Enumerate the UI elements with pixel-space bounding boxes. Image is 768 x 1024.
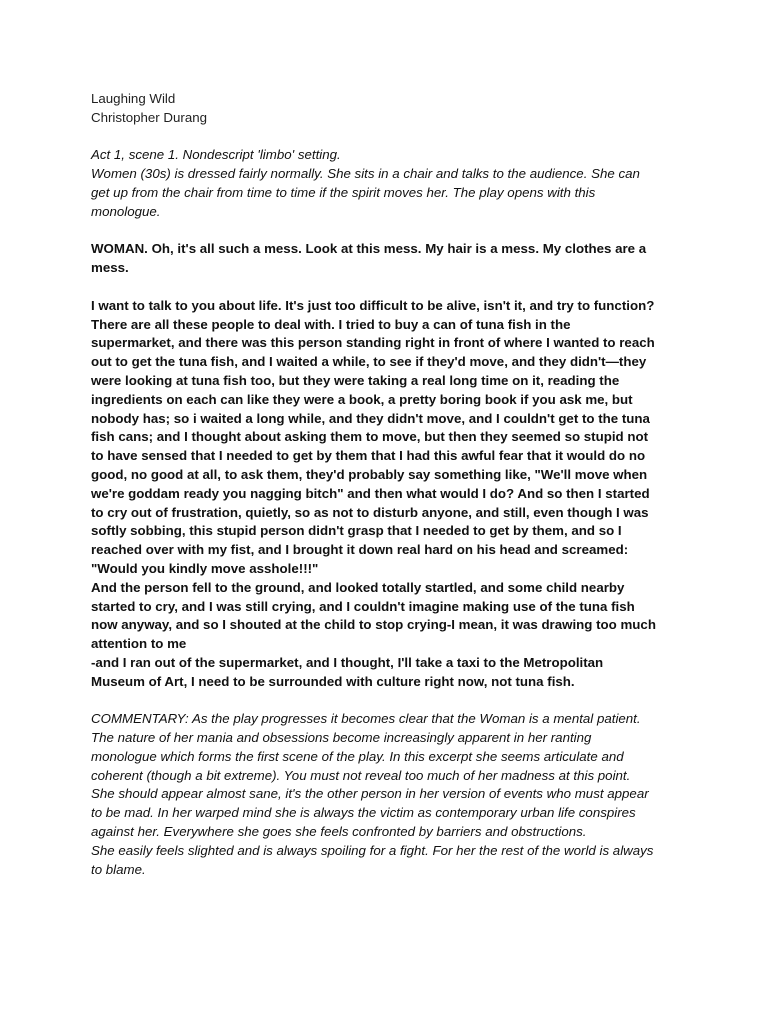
play-author: Christopher Durang (91, 109, 208, 125)
commentary-line: against her. Everywhere she goes she feels confronted by barriers and obstructions. (91, 824, 587, 840)
monologue-line: There are all these people to deal with. I tried to buy a can of tuna fish in the (91, 316, 571, 332)
spacer (91, 128, 731, 147)
monologue-line: -and I ran out of the supermarket, and I thought, I'll take a taxi to the Metropolitan (91, 654, 604, 670)
document-header (91, 90, 731, 128)
monologue-line: supermarket, and there was this person standing right in front of where I wanted to reach (91, 335, 655, 351)
monologue-line: softly sobbing, this stupid person didn't grasp that I needed to get by them, and so I (91, 523, 622, 539)
monologue-line: now anyway, and so I shouted at the child to stop crying-I mean, it was drawing too much (91, 617, 656, 633)
monologue-line: we're goddam ready you nagging bitch" and then what would I do? And so then I started (91, 485, 650, 501)
monologue-line: WOMAN. Oh, it's all such a mess. Look at this mess. My hair is a mess. My clothes are a (91, 241, 647, 257)
monologue-line: out to get the tuna fish, and I waited a while, to see if they'd move, and they didn't—they (91, 354, 647, 370)
monologue-line: to cry out of frustration, quietly, so as not to disturb anyone, and still, even though I was (91, 504, 649, 520)
commentary-line: to be mad. In her warped mind she is always the victim as contemporary urban life conspires (91, 805, 636, 821)
stage-setting (91, 146, 731, 221)
commentary (91, 710, 731, 879)
commentary-line: coherent (though a bit extreme). You must not reveal too much of her madness at this point. (91, 767, 631, 783)
monologue-line: good, no good at all, to ask them, they'd probably say something like, "We'll move when (91, 466, 648, 482)
commentary-line: monologue which forms the first scene of the play. In this excerpt she seems articulate and (91, 748, 624, 764)
monologue-line: started to cry, and I was still crying, and I couldn't imagine making use of the tuna fish (91, 598, 635, 614)
monologue-line: And the person fell to the ground, and looked totally startled, and some child nearby (91, 579, 625, 595)
spacer (91, 222, 731, 241)
monologue-line: mess. (91, 260, 129, 276)
commentary-line: COMMENTARY: As the play progresses it becomes clear that the Woman is a mental patient. (91, 711, 641, 727)
monologue-line: fish cans; and I thought about asking them to move, but then they seemed so stupid not (91, 429, 649, 445)
monologue-line: nobody has; so i waited a long while, and they didn't move, and I couldn't get to the tuna (91, 410, 650, 426)
document-page (91, 90, 731, 879)
play-title: Laughing Wild (91, 91, 176, 106)
commentary-line: She easily feels slighted and is always spoiling for a fight. For her the rest of the world is always (91, 842, 654, 858)
setting-line: Women (30s) is dressed fairly normally. She sits in a chair and talks to the audience. She can (91, 166, 640, 182)
monologue-line: reached over with my fist, and I brought it down real hard on his head and screamed: (91, 542, 629, 558)
monologue-line: were looking at tuna fish too, but they were taking a real long time on it, reading the (91, 372, 620, 388)
spacer (91, 692, 731, 711)
setting-line: Act 1, scene 1. Nondescript 'limbo' setting. (91, 147, 341, 163)
commentary-line: She should appear almost sane, it's the other person in her version of events who must appear (91, 786, 649, 802)
spacer (91, 278, 731, 297)
monologue-body (91, 297, 731, 692)
setting-line: monologue. (91, 203, 161, 219)
monologue-line: Museum of Art, I need to be surrounded with culture right now, not tuna fish. (91, 673, 575, 689)
monologue-line: "Would you kindly move asshole!!!" (91, 560, 319, 576)
commentary-line: The nature of her mania and obsessions become increasingly apparent in her ranting (91, 730, 592, 746)
setting-line: get up from the chair from time to time if the spirit moves her. The play opens with this (91, 184, 596, 200)
monologue-line: attention to me (91, 636, 187, 652)
monologue-line: to have sensed that I needed to get by them that I had this awful fear that it would do no (91, 448, 646, 464)
monologue-line: ingredients on each can like they were a book, a pretty boring book if you ask me, but (91, 391, 633, 407)
monologue-opening (91, 240, 731, 278)
commentary-line: to blame. (91, 861, 146, 877)
monologue-line: I want to talk to you about life. It's just too difficult to be alive, isn't it, and try to function? (91, 297, 655, 313)
